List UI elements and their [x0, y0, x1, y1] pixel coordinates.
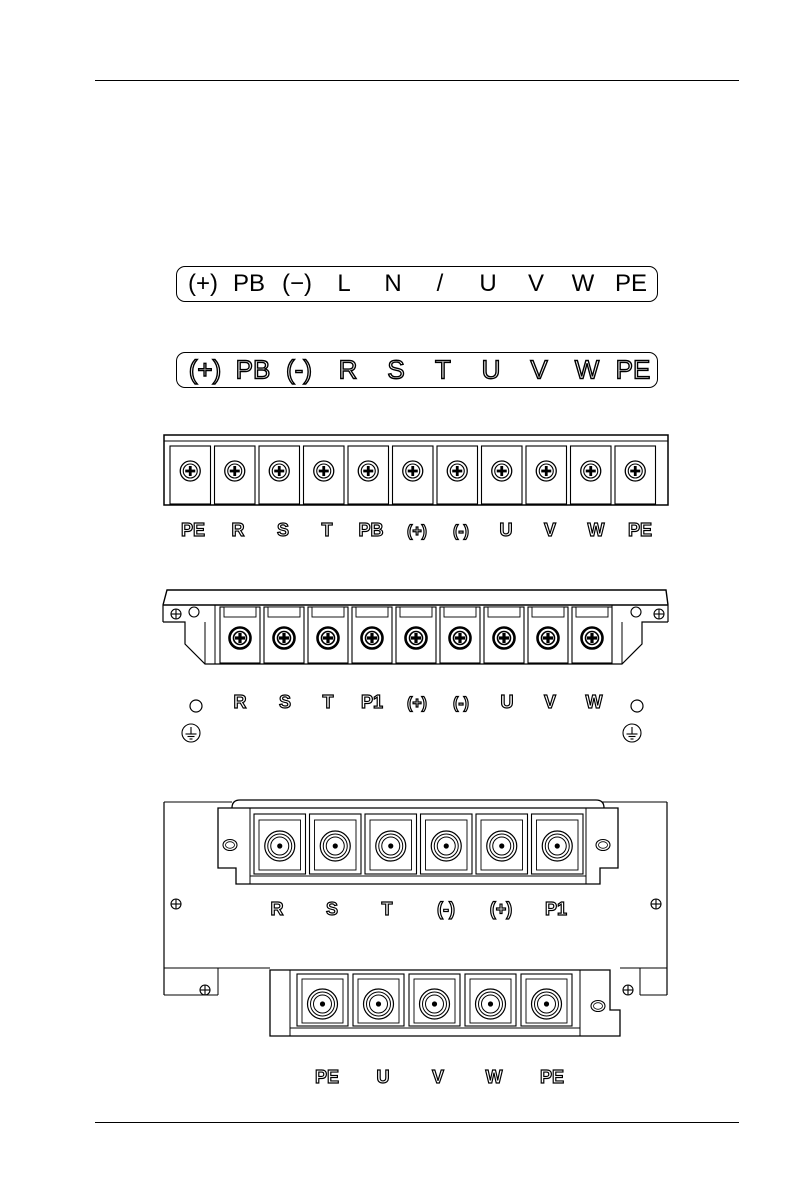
mounting-hole-icon — [596, 840, 610, 851]
strip1-label: PE — [614, 270, 648, 297]
block3-label: S — [276, 520, 290, 540]
block3-labels — [181, 520, 652, 540]
terminal-cell — [264, 607, 304, 663]
terminal-cell — [170, 446, 211, 504]
terminal-cell — [308, 607, 348, 663]
terminal-stud-icon — [542, 831, 572, 861]
frame-screw-icon — [200, 985, 210, 995]
crosshead-screw-icon — [180, 461, 200, 481]
terminal-cell — [421, 814, 473, 874]
terminal-stud-icon — [364, 989, 394, 1019]
terminal-cell — [615, 446, 656, 504]
mounting-hole-icon — [591, 1001, 605, 1012]
terminal-cell — [297, 974, 348, 1026]
block3-label: PE — [627, 520, 653, 540]
crosshead-screw-icon — [447, 461, 467, 481]
ground-screw-icon — [171, 609, 181, 619]
terminal-stud-icon — [376, 831, 406, 861]
block4-label: S — [278, 692, 292, 712]
terminal-stud-icon — [420, 989, 450, 1019]
terminal-cell — [476, 814, 528, 874]
terminal-stud-icon — [532, 989, 562, 1019]
block5-top-label: T — [381, 899, 393, 919]
block3-label: PB — [358, 520, 384, 540]
terminal-block-9-way-with-ground — [163, 590, 668, 664]
terminal-cell — [353, 974, 404, 1026]
strip1-label: PB — [232, 270, 266, 297]
block4-label: V — [543, 692, 557, 712]
strip1-label: U — [479, 270, 497, 297]
terminal-cell — [220, 607, 260, 663]
terminal-cell — [409, 974, 460, 1026]
strip2-label: (+) — [188, 354, 222, 385]
terminal-cell — [440, 607, 480, 663]
block5-bottom-label: PE — [539, 1067, 565, 1087]
block5-top-label: P1 — [544, 899, 568, 919]
strip2-label: R — [338, 354, 358, 385]
terminal-block-11-way — [164, 435, 668, 505]
terminal-cell — [259, 446, 300, 504]
terminal-cell — [304, 446, 345, 504]
crosshead-screw-icon — [358, 461, 378, 481]
block3-label: T — [321, 520, 333, 540]
strip2-label: W — [574, 354, 600, 385]
terminal-stud-icon — [320, 831, 350, 861]
terminal-stud-icon — [431, 831, 461, 861]
strip2-label: PE — [615, 354, 651, 385]
crosshead-screw-icon — [314, 461, 334, 481]
terminal-cell — [393, 446, 434, 504]
ground-symbol-icon — [182, 724, 200, 742]
strip2-label: U — [481, 354, 501, 385]
terminal-stud-icon — [476, 989, 506, 1019]
crosshead-screw-icon — [225, 461, 245, 481]
terminal-cell — [254, 814, 306, 874]
terminal-cell — [396, 607, 436, 663]
strip2-label: S — [387, 354, 405, 385]
ground-symbol-icon — [623, 724, 641, 742]
terminal-cell — [215, 446, 256, 504]
block4-label: (-) — [453, 695, 469, 712]
terminal-cell — [365, 814, 417, 874]
block5-top-label: (-) — [437, 899, 455, 919]
terminal-stud-icon — [487, 831, 517, 861]
crosshead-screw-icon — [403, 461, 423, 481]
terminal-block-large-frame — [164, 800, 667, 1036]
block5-bottom-label: V — [431, 1067, 445, 1087]
block4-label: R — [233, 692, 247, 712]
crosshead-screw-icon — [494, 628, 515, 649]
crosshead-screw-icon — [406, 628, 427, 649]
crosshead-screw-icon — [362, 628, 383, 649]
block3-label: V — [543, 520, 557, 540]
block5-top-label: R — [270, 899, 284, 919]
strip1-label: L — [337, 270, 351, 297]
frame-screw-icon — [623, 985, 633, 995]
crosshead-screw-icon — [581, 461, 601, 481]
terminal-stud-icon — [308, 989, 338, 1019]
strip1-label: (−) — [282, 270, 312, 297]
terminal-stud-icon — [265, 831, 295, 861]
strip2-label: V — [530, 354, 548, 385]
mounting-hole-icon — [223, 840, 237, 851]
terminal-cell — [532, 814, 584, 874]
block4-label: W — [585, 692, 603, 712]
crosshead-screw-icon — [269, 461, 289, 481]
terminal-cell — [437, 446, 478, 504]
terminal-cell — [521, 974, 572, 1026]
strip1-label: (+) — [188, 270, 218, 297]
crosshead-screw-icon — [318, 628, 339, 649]
block3-label: (+) — [407, 523, 427, 540]
strip1-label: W — [571, 270, 595, 297]
strip1-label: N — [384, 270, 402, 297]
crosshead-screw-icon — [492, 461, 512, 481]
block4-labels — [182, 692, 643, 742]
block3-label: R — [231, 520, 245, 540]
block4-label: U — [500, 692, 514, 712]
block3-label: U — [499, 520, 513, 540]
block5-top-label: (+) — [489, 899, 513, 919]
terminal-cell — [310, 814, 362, 874]
ground-screw-icon — [654, 609, 664, 619]
crosshead-screw-icon — [582, 628, 603, 649]
strip1-label: / — [436, 270, 444, 297]
block5-top-label: S — [325, 899, 339, 919]
block5-bottom-label: U — [376, 1067, 390, 1087]
crosshead-screw-icon — [450, 628, 471, 649]
mounting-hole-icon — [189, 607, 199, 617]
strip2-label: PB — [235, 354, 271, 385]
terminal-cell — [526, 446, 567, 504]
block5-bottom-label: W — [485, 1067, 503, 1087]
strip1-label: V — [527, 270, 545, 297]
terminal-cell — [572, 607, 612, 663]
terminal-cell — [482, 446, 523, 504]
frame-screw-icon — [171, 899, 181, 909]
block3-label: W — [587, 520, 605, 540]
terminal-cell — [528, 607, 568, 663]
crosshead-screw-icon — [625, 461, 645, 481]
terminal-cell — [484, 607, 524, 663]
strip2-label: (-) — [286, 354, 312, 385]
block4-label: P1 — [360, 692, 384, 712]
terminal-cell — [352, 607, 392, 663]
block4-label: (+) — [407, 695, 427, 712]
crosshead-screw-icon — [536, 461, 556, 481]
block3-label: PE — [180, 520, 206, 540]
crosshead-screw-icon — [230, 628, 251, 649]
terminal-cell — [571, 446, 612, 504]
crosshead-screw-icon — [538, 628, 559, 649]
mounting-hole-icon — [631, 607, 641, 617]
frame-screw-icon — [651, 899, 661, 909]
strip2-label: T — [435, 354, 451, 385]
block5-bottom-label: PE — [314, 1067, 340, 1087]
block4-label: T — [322, 692, 334, 712]
block3-label: (-) — [453, 523, 469, 540]
terminal-cell — [465, 974, 516, 1026]
crosshead-screw-icon — [274, 628, 295, 649]
terminal-cell — [348, 446, 389, 504]
